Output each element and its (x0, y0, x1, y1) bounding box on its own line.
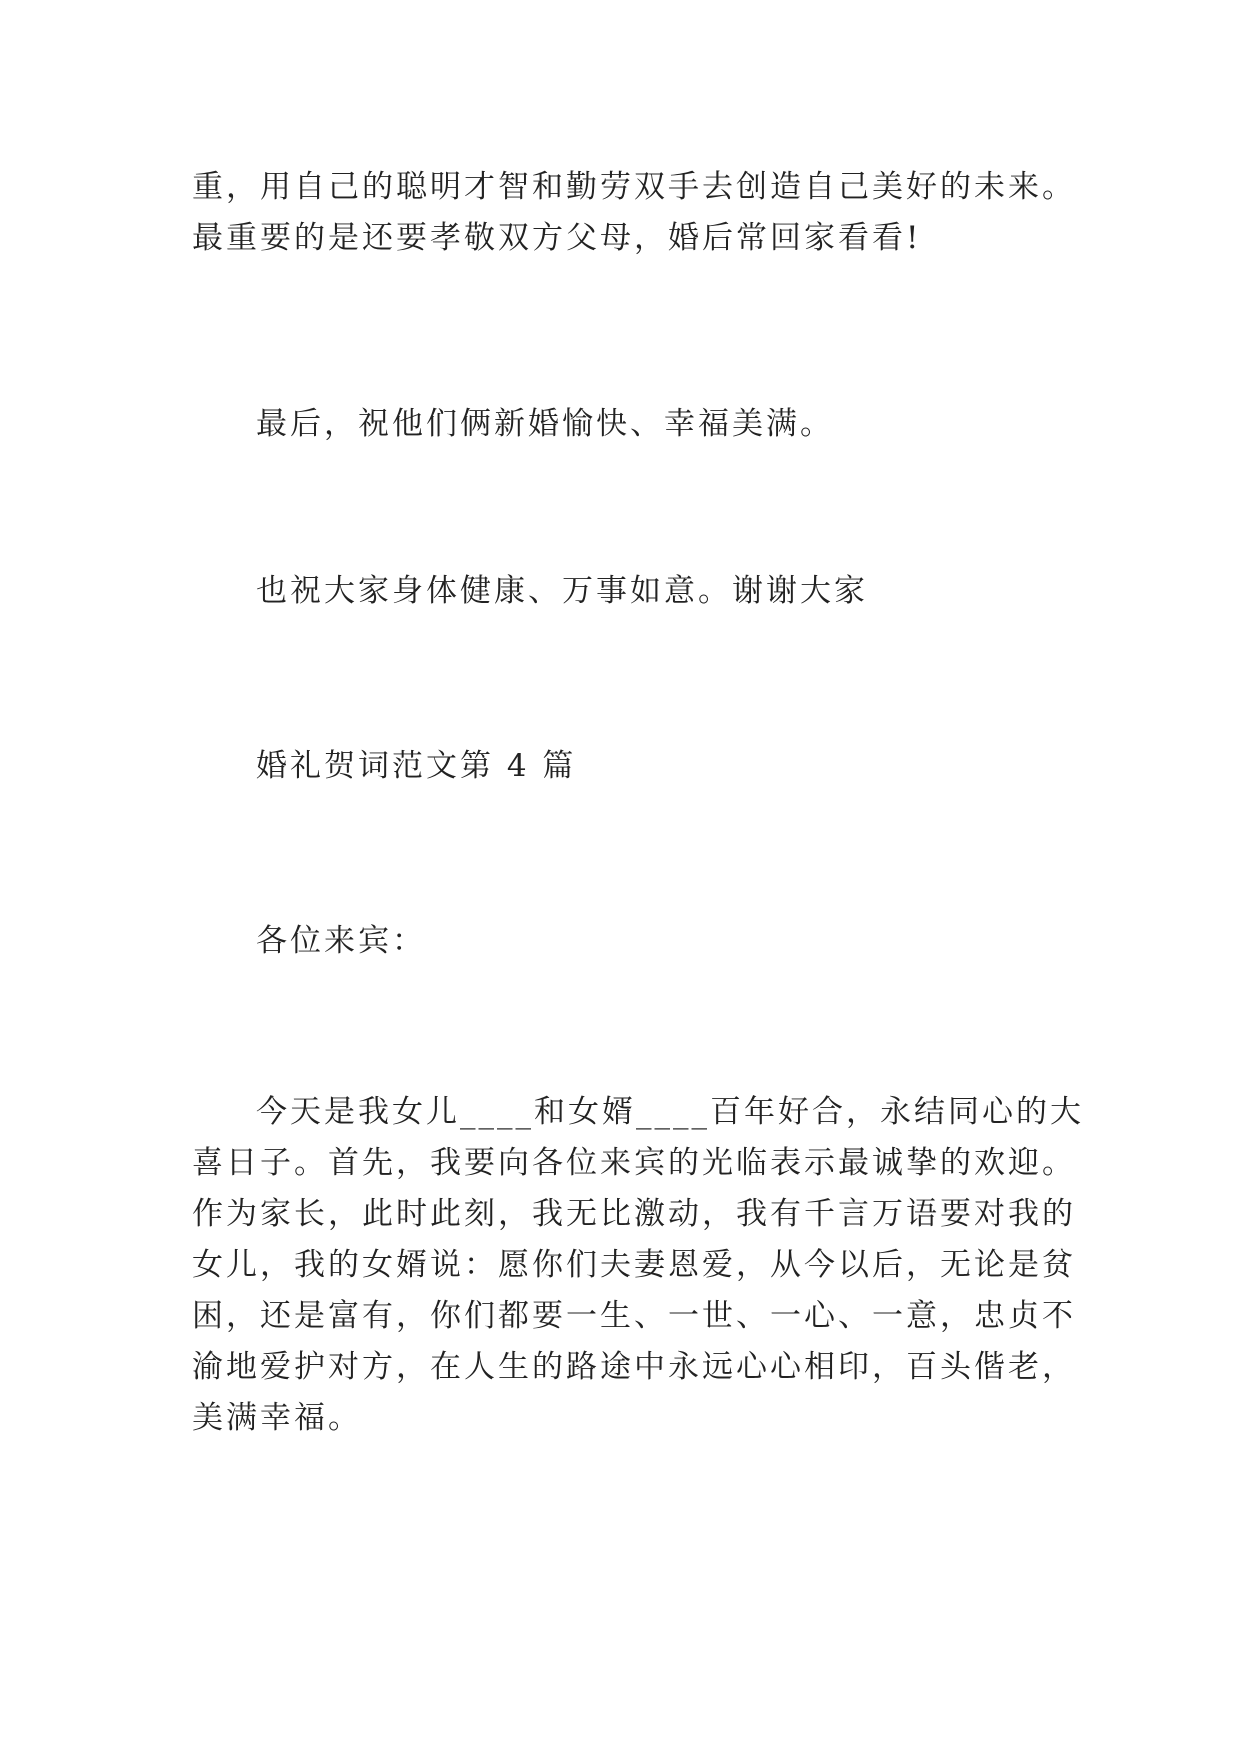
paragraph-continuation (192, 162, 1076, 264)
text-line: 美满幸福。 (192, 1400, 362, 1436)
text-line: 也祝大家身体健康、万事如意。谢谢大家 (256, 573, 868, 609)
paragraph-salutation (256, 916, 1136, 967)
text-line: 女儿，我的女婿说：愿你们夫妻恩爱，从今以后，无论是贫 (192, 1247, 1076, 1283)
paragraph-closing-wish (256, 399, 1136, 450)
text-line: 重，用自己的聪明才智和勤劳双手去创造自己美好的未来。 (192, 169, 1076, 205)
text-line: 作为家长，此时此刻，我无比激动，我有千言万语要对我的 (192, 1196, 1076, 1232)
text-line: 困，还是富有，你们都要一生、一世、一心、一意，忠贞不 (192, 1298, 1076, 1334)
section-heading (256, 741, 1136, 792)
text-line: 今天是我女儿____和女婿____百年好合，永结同心的大 (256, 1094, 1084, 1130)
paragraph-speech-body (192, 1087, 1084, 1444)
text-line: 各位来宾： (256, 923, 426, 959)
text-line: 渝地爱护对方，在人生的路途中永远心心相印，百头偕老， (192, 1349, 1076, 1385)
text-line: 最后，祝他们俩新婚愉快、幸福美满。 (256, 406, 834, 442)
text-line: 喜日子。首先，我要向各位来宾的光临表示最诚挚的欢迎。 (192, 1145, 1076, 1181)
paragraph-thanks (256, 566, 1136, 617)
text-line: 最重要的是还要孝敬双方父母，婚后常回家看看! (192, 220, 922, 256)
heading-line: 婚礼贺词范文第 4 篇 (256, 748, 577, 784)
